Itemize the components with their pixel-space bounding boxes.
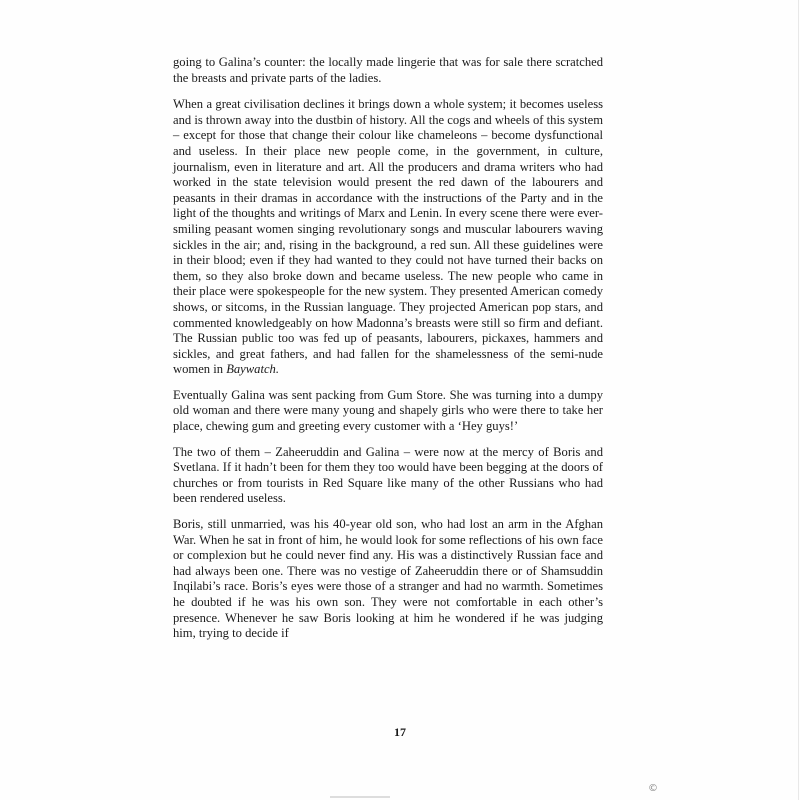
- page-number: 17: [394, 725, 406, 739]
- paragraph-3: Eventually Galina was sent packing from Gum Store. She was turning into a dumpy old woman and there were many young and shapely girls who were there to take her place, chewing gum and greeting every customer with a ‘Hey guys!’: [173, 387, 603, 434]
- corner-mark: ©: [648, 783, 658, 794]
- paragraph-2-text: When a great civilisation declines it brings down a whole system; it becomes useless and is thrown away into the dustbin of history. All the cogs and wheels of this system – except for those that change their colour like chameleons – become dysfunctional and useless. In their place new people come, in the government, in culture, journalism, even in literature and art. All the producers and drama writers who had worked in the state television would present the red dawn of the labourers and peasants in their dramas in accordance with the instructions of the Party and in the light of the thoughts and writings of Marx and Lenin. In every scene there were ever-smiling peasant women singing revolutionary songs and muscular labourers waving sickles in the air; and, rising in the background, a red sun. All these guidelines were in their blood; even if they had wanted to they could not have turned their backs on them, so they also broke down and became useless. The new people who came in their place were spokespeople for the new system. They presented American comedy shows, or sitcoms, in the Russian language. They projected American pop stars, and commented knowledgeably on how Madonna’s breasts were still so firm and defiant. The Russian public too was fed up of peasants, labourers, pickaxes, hammers and sickles, and great fathers, and had fallen for the shamelessness of the semi-nude women in: [173, 97, 603, 377]
- paragraph-2: [173, 97, 603, 378]
- body-text: [173, 55, 603, 652]
- baywatch-title: Baywatch.: [226, 362, 279, 377]
- scan-smudge: [330, 796, 390, 798]
- paragraph-1: going to Galina’s counter: the locally made lingerie that was for sale there scratched the breasts and private parts of the ladies.: [173, 55, 603, 85]
- page-edge: [798, 0, 799, 800]
- paragraph-5: Boris, still unmarried, was his 40-year old son, who had lost an arm in the Afghan War. When he sat in front of him, he would look for some reflections of his own face or complexion but he could never find any. His was a distinctively Russian face and had always been one. There was no vestige of Zaheeruddin there or of Shamsuddin Inqilabi’s race. Boris’s eyes were those of a stranger and had no warmth. Sometimes he doubted if he was his own son. They were not comfortable in each other’s presence. Whenever he saw Boris looking at him he wondered if he was judging him, trying to decide if: [173, 517, 603, 641]
- paragraph-4: The two of them – Zaheeruddin and Galina – were now at the mercy of Boris and Svetlana. If it hadn’t been for them they too would have been begging at the doors of churches or from tourists in Red Square like many of the other Russians who had been rendered useless.: [173, 444, 603, 506]
